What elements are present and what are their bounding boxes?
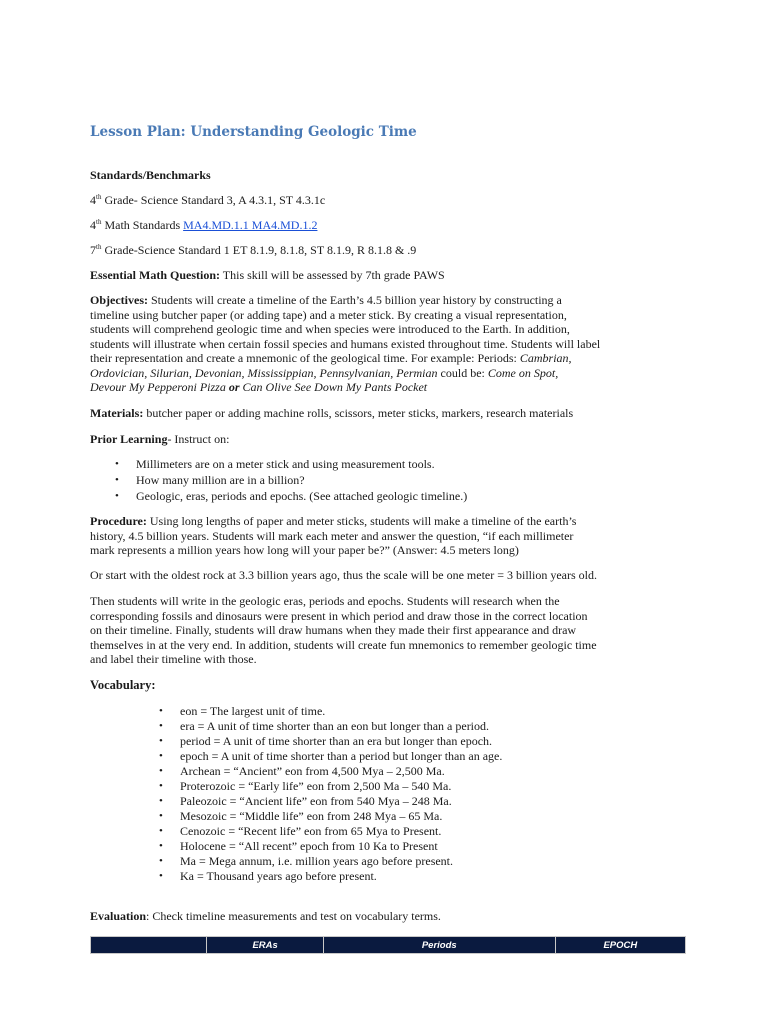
evaluation-label: Evaluation xyxy=(90,909,147,923)
bullet: • xyxy=(159,840,163,852)
objectives-line: their representation and create a mnemonic of the geological time. For example: Periods: xyxy=(90,351,520,365)
bullet: • xyxy=(159,750,163,762)
list-item-text: period = A unit of time shorter than an era but longer than epoch. xyxy=(180,734,493,748)
vocabulary-list xyxy=(159,704,503,884)
procedure-line: Using long lengths of paper and meter sticks, students will make a timeline of the earth’s xyxy=(146,514,577,528)
standard-line-2 xyxy=(90,218,680,233)
bullet: • xyxy=(115,490,119,502)
bullet: • xyxy=(159,780,163,792)
list-item-text: Millimeters are on a meter stick and using measurement tools. xyxy=(136,457,435,471)
geologic-table-header xyxy=(90,936,686,954)
bullet: • xyxy=(115,474,119,486)
prior-learning-line xyxy=(90,432,680,447)
table-header-periods: Periods xyxy=(324,937,556,953)
standard-1-text: Grade- Science Standard 3, A 4.3.1, ST 4.3.1c xyxy=(101,193,326,207)
list-item xyxy=(159,839,502,854)
evaluation-text: : Check timeline measurements and test on vocabulary terms. xyxy=(146,909,441,923)
bullet: • xyxy=(159,735,163,747)
bullet: • xyxy=(159,810,163,822)
page-title: Lesson Plan: Understanding Geologic Time xyxy=(90,124,417,140)
objectives-line: timeline using butcher paper (or adding tape) and a meter stick. By creating a visual representation, xyxy=(90,307,567,322)
bullet: • xyxy=(115,458,119,470)
emq-text: This skill will be assessed by 7th grade PAWS xyxy=(220,268,445,282)
list-item xyxy=(159,749,503,764)
objectives-italic: Come on Spot, xyxy=(487,365,559,380)
then-line: corresponding fossils and dinosaurs were present in which period and draw those in the correct location xyxy=(90,608,588,623)
list-item-text: eon = The largest unit of time. xyxy=(180,704,326,718)
materials-label: Materials: xyxy=(90,406,144,420)
materials-text: butcher paper or adding machine rolls, scissors, meter sticks, markers, research materials xyxy=(143,406,574,420)
standard-line-3 xyxy=(90,243,680,258)
objectives-italic: Can Olive See Down My Pants Pocket xyxy=(239,380,428,394)
bullet: • xyxy=(159,855,163,867)
objectives-line: Students will create a timeline of the Earth’s 4.5 billion year history by constructing a xyxy=(147,293,562,307)
standard-3-sup: th xyxy=(96,243,102,251)
bullet: • xyxy=(159,705,163,717)
standard-2-sup: th xyxy=(96,218,102,226)
emq-label: Essential Math Question: xyxy=(90,268,221,282)
essential-math-question xyxy=(90,268,680,283)
bullet: • xyxy=(159,825,163,837)
list-item-text: Geologic, eras, periods and epochs. (See attached geologic timeline.) xyxy=(136,489,468,503)
objectives-paragraph xyxy=(90,293,680,395)
standard-2-text: Math Standards xyxy=(101,218,184,232)
list-item xyxy=(159,704,502,719)
objectives-line: could be: xyxy=(437,365,488,380)
then-line: and label their timeline with those. xyxy=(90,652,257,666)
evaluation-line xyxy=(90,909,680,924)
standard-2-grade: 4 xyxy=(90,218,96,232)
standard-1-sup: th xyxy=(96,193,102,201)
bullet: • xyxy=(159,795,163,807)
bullet: • xyxy=(159,720,163,732)
objectives-bold-italic: or xyxy=(228,380,240,394)
standards-heading: Standards/Benchmarks xyxy=(90,168,211,182)
objectives-italic: Ordovician, Silurian, Devonian, Mississippian, Pennsylvanian, Permian xyxy=(90,365,438,380)
alternate-start-line: Or start with the oldest rock at 3.3 billion years ago, thus the scale will be one meter = 3 billion years old. xyxy=(90,568,597,582)
then-paragraph xyxy=(90,594,680,667)
bullet: • xyxy=(159,765,163,777)
list-item-text: Cenozoic = “Recent life” eon from 65 Mya to Present. xyxy=(180,824,442,838)
math-standards-link[interactable]: MA4.MD.1.1 MA4.MD.1.2 xyxy=(183,218,318,232)
then-line: themselves in at the very end. In addition, students will create fun mnemonics to remember geologic time xyxy=(90,637,597,652)
list-item xyxy=(115,488,468,504)
list-item-text: Mesozoic = “Middle life” eon from 248 Mya – 65 Ma. xyxy=(180,809,443,823)
standard-line-1 xyxy=(90,193,680,208)
list-item-text: Proterozoic = “Early life” eon from 2,500 Ma – 540 Ma. xyxy=(180,779,452,793)
bullet: • xyxy=(159,870,163,882)
list-item-text: Holocene = “All recent” epoch from 10 Ka to Present xyxy=(180,839,438,853)
objectives-label: Objectives: xyxy=(90,293,148,307)
standard-3-grade: 7 xyxy=(90,243,96,257)
procedure-line: history, 4.5 billion years. Students will mark each meter and answer the question, “if each millimeter xyxy=(90,528,574,543)
list-item-text: Ma = Mega annum, i.e. million years ago before present. xyxy=(180,854,454,868)
prior-learning-label: Prior Learning xyxy=(90,432,168,446)
standard-1-grade: 4 xyxy=(90,193,96,207)
list-item xyxy=(115,456,467,472)
procedure-paragraph xyxy=(90,514,680,558)
list-item xyxy=(159,824,502,839)
list-item-text: epoch = A unit of time shorter than a period but longer than an age. xyxy=(180,749,503,763)
list-item xyxy=(159,869,502,884)
list-item-text: Ka = Thousand years ago before present. xyxy=(180,869,377,883)
materials-line xyxy=(90,406,680,421)
procedure-label: Procedure: xyxy=(90,514,147,528)
table-header-eras: ERAs xyxy=(207,937,323,953)
prior-learning-list xyxy=(115,456,468,504)
list-item xyxy=(159,809,502,824)
list-item xyxy=(159,734,502,749)
list-item-text: Archean = “Ancient” eon from 4,500 Mya – 2,500 Ma. xyxy=(180,764,445,778)
list-item xyxy=(159,779,502,794)
objectives-line: students will illustrate when certain fossil species and humans existed throughout time. Students will label xyxy=(90,336,601,351)
table-header-cell xyxy=(91,937,207,953)
procedure-line: mark represents a million years how long will your paper be?” (Answer: 4.5 meters long) xyxy=(90,543,519,557)
list-item xyxy=(115,472,467,488)
then-line: Then students will write in the geologic eras, periods and epochs. Students will research when the xyxy=(90,594,560,608)
then-line: on their timeline. Finally, students will draw humans when they made their first appearance and draw xyxy=(90,623,577,637)
list-item xyxy=(159,854,502,869)
objectives-italic: Devour My Pepperoni Pizza xyxy=(90,380,229,394)
list-item-text: How many million are in a billion? xyxy=(136,473,305,487)
table-header-epoch: EPOCH xyxy=(603,939,638,951)
vocabulary-heading: Vocabulary: xyxy=(90,678,156,692)
list-item-text: Paleozoic = “Ancient life” eon from 540 Mya – 248 Ma. xyxy=(180,794,452,808)
list-item xyxy=(159,764,502,779)
standard-3-text: Grade-Science Standard 1 ET 8.1.9, 8.1.8, ST 8.1.9, R 8.1.8 & .9 xyxy=(101,243,417,257)
objectives-italic: Cambrian, xyxy=(519,351,572,365)
list-item xyxy=(159,719,502,734)
prior-learning-text: - Instruct on: xyxy=(167,432,230,446)
objectives-line: students will comprehend geologic time and when species were introduced to the Earth. In addition, xyxy=(90,322,570,336)
list-item-text: era = A unit of time shorter than an eon but longer than a period. xyxy=(180,719,490,733)
list-item xyxy=(159,794,502,809)
